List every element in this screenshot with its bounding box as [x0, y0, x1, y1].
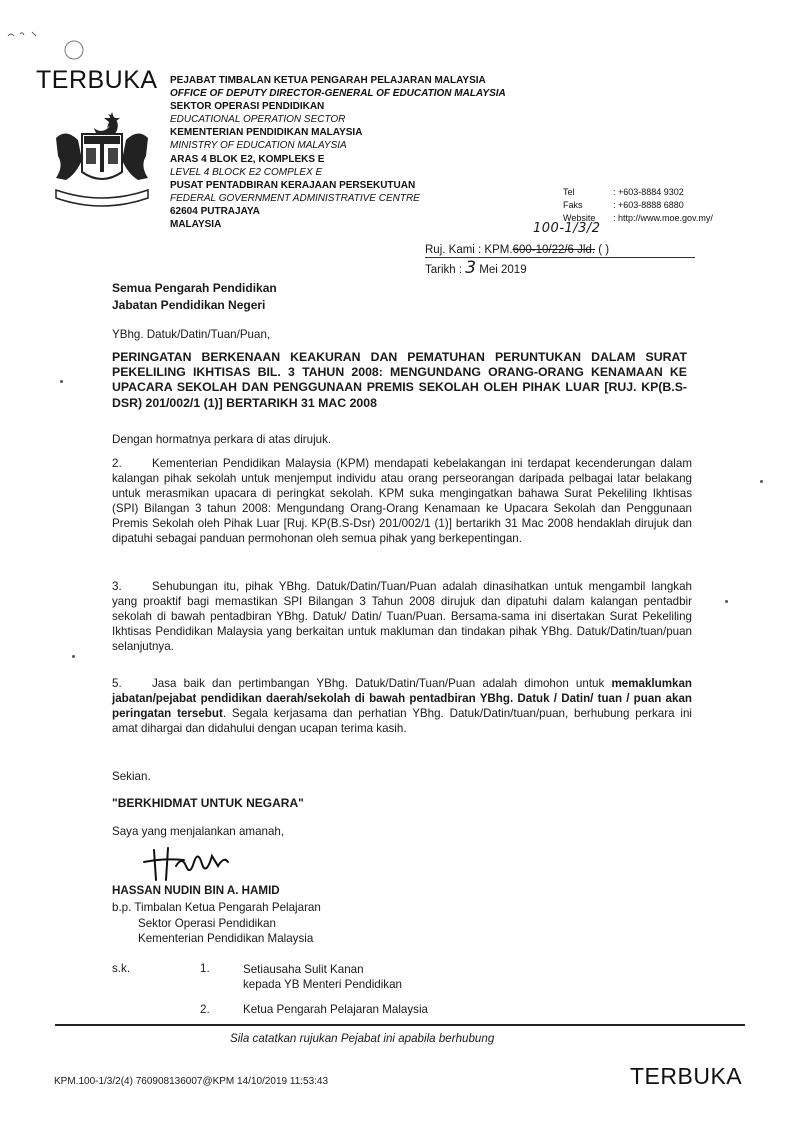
- tel-label: Tel: [563, 187, 575, 197]
- paragraph-5-number: 5.: [112, 677, 122, 690]
- closing-motto: "BERKHIDMAT UNTUK NEGARA": [112, 796, 304, 810]
- copy-2-number: 2.: [200, 1003, 210, 1016]
- classification-label-bottom: TERBUKA: [630, 1063, 743, 1089]
- letterhead-line: PEJABAT TIMBALAN KETUA PENGARAH PELAJARAN MALAYSIA: [170, 75, 486, 86]
- letterhead-line: OFFICE OF DEPUTY DIRECTOR-GENERAL OF EDUCATION MALAYSIA: [170, 88, 506, 100]
- ruj-prefix: Ruj. Kami : KPM.: [425, 244, 513, 256]
- recipient-line2: Jabatan Pendidikan Negeri: [112, 298, 266, 312]
- fax-value: : +603-8888 6880: [613, 200, 684, 210]
- document-id: KPM.100-1/3/2(4) 760908136007@KPM 14/10/2019 11:53:43: [54, 1076, 329, 1087]
- copy-1-number: 1.: [200, 962, 210, 975]
- copies-label: s.k.: [112, 962, 131, 975]
- salutation: YBhg. Datuk/Datin/Tuan/Puan,: [112, 328, 271, 341]
- copy-1-line1: Setiausaha Sulit Kanan: [243, 963, 364, 976]
- letterhead-line: SEKTOR OPERASI PENDIDIKAN: [170, 101, 325, 113]
- copy-1-text: [243, 962, 402, 992]
- classification-label-top: TERBUKA: [36, 66, 158, 94]
- website-label: Website: [563, 213, 596, 223]
- signatory-pos1: b.p. Timbalan Ketua Pengarah Pelajaran: [112, 901, 321, 914]
- paragraph-2-number: 2.: [112, 457, 122, 470]
- date-day-handwritten: 3: [465, 258, 477, 278]
- copy-2-text: Ketua Pengarah Pelajaran Malaysia: [243, 1003, 428, 1016]
- letterhead-line: FEDERAL GOVERNMENT ADMINISTRATIVE CENTRE: [170, 192, 420, 204]
- paragraph-3-text: Sehubungan itu, pihak YBhg. Datuk/Datin/Tuan/Puan adalah dinasihatkan untuk mengambil langkah yang proaktif bagi memastikan SPI Bilangan 3 Tahun 2008 dirujuk dan dipatuhi dalam kalangan pentadbir sekolah di bawah pentadbiran YBhg. Datuk/ Datin/ Tuan/Puan. Bersama-sama ini disertakan Surat Pekeliling Ikhtisas Pendidikan Malaysia yang berkaitan untuk makluman dan tindakan pihak YBhg. Datuk/Datin/tuan/puan selanjutnya.: [112, 580, 692, 653]
- letterhead-line: PUSAT PENTADBIRAN KERAJAAN PERSEKUTUAN: [170, 179, 416, 191]
- footer-note: Sila catatkan rujukan Pejabat ini apabila berhubung: [230, 1032, 495, 1045]
- ruj-suffix: ( ): [595, 244, 610, 256]
- scan-speck: [725, 600, 728, 603]
- tel-value: : +603-8884 9302: [613, 187, 684, 197]
- subject-title: PERINGATAN BERKENAAN KEAKURAN DAN PEMATUHAN PERUNTUKAN DALAM SURAT PEKELILING IKHTISAS BIL. 3 TAHUN 2008: MENGUNDANG ORANG-ORANG KENAMAAN KE UPACARA SEKOLAH DAN PENGGUNAAN PREMIS SEKOLAH OLEH PIHAK LUAR [RUJ. KP(B.S-DSR) 201/002/1 (1)] BERTARIKH 31 MAC 2008: [112, 350, 687, 410]
- letterhead-line: MALAYSIA: [170, 219, 222, 231]
- paragraph-5-text-post: . Segala kerjasama dan perhatian YBhg. Datuk/Datin/tuan/puan, berhubung perkara ini amat dihargai dan didahului dengan ucapan terima kasih.: [112, 707, 692, 735]
- closing-sekian: Sekian.: [112, 770, 151, 783]
- letterhead-line: ARAS 4 BLOK E2, KOMPLEKS E: [170, 153, 325, 165]
- opening-line: Dengan hormatnya perkara di atas dirujuk.: [112, 433, 332, 446]
- letterhead-line: KEMENTERIAN PENDIDIKAN MALAYSIA: [170, 127, 363, 139]
- signatory-name: HASSAN NUDIN BIN A. HAMID: [112, 884, 280, 897]
- paragraph-5-text-bold: memaklumkan jabatan/pejabat pendidikan daerah/sekolah di bawah pentadbiran YBhg. Datuk / Datin/ tuan / puan akan peringatan tersebut: [112, 677, 692, 720]
- signature-icon: [140, 840, 250, 885]
- scan-speck: [60, 380, 63, 383]
- website-value: : http://www.moe.gov.my/: [613, 213, 713, 223]
- signatory-position: [112, 900, 321, 947]
- ruj-struck: 600-10/22/6 Jld.: [512, 244, 596, 256]
- fax-label: Faks: [563, 200, 583, 210]
- paragraph-5-text-pre: Jasa baik dan pertimbangan YBhg. Datuk/Datin/Tuan/Puan adalah dimohon untuk: [152, 677, 612, 690]
- letterhead-line: 62604 PUTRAJAYA: [170, 205, 260, 217]
- letterhead-line: LEVEL 4 BLOCK E2 COMPLEX E: [170, 166, 323, 178]
- handwritten-reference: 100-1/3/2: [533, 221, 601, 236]
- coat-of-arms-icon: [42, 108, 162, 208]
- closing-amanah: Saya yang menjalankan amanah,: [112, 825, 285, 838]
- footer-divider: [55, 1024, 745, 1026]
- date-label: Tarikh :: [425, 264, 466, 276]
- letterhead-line: EDUCATIONAL OPERATION SECTOR: [170, 114, 346, 126]
- signatory-pos2: Sektor Operasi Pendidikan: [138, 916, 276, 930]
- date-rest: Mei 2019: [476, 264, 527, 276]
- letterhead-line: MINISTRY OF EDUCATION MALAYSIA: [170, 140, 347, 152]
- paragraph-3-number: 3.: [112, 580, 122, 593]
- paragraph-2: [112, 456, 692, 546]
- copy-1-line2: kepada YB Menteri Pendidikan: [243, 978, 402, 991]
- signatory-pos3: Kementerian Pendidikan Malaysia: [138, 932, 314, 945]
- scan-speck: [760, 480, 763, 483]
- paragraph-2-text: Kementerian Pendidikan Malaysia (KPM) mendapati kebelakangan ini terdapat kecenderungan dalam kalangan pihak sekolah untuk menjemput individu atau orang perseorangan daripada pelbagai latar belakang untuk merasmikan upacara di peringkat sekolah. KPM suka mengingatkan bahawa Surat Pekeliling Ikhtisas (SPI) Bilangan 3 tahun 2008: Mengundang Orang-Orang Kenamaan ke Upacara Sekolah dan Penggunaan Premis Sekolah oleh Pihak Luar [Ruj. KP(B.S-Dsr) 201/002/1 (1)] bertarikh 31 Mac 2008 hendaklah dirujuk dan dipatuhi sebagai panduan permohonan oleh semua pihak yang berkepentingan.: [112, 457, 692, 545]
- reference-line: [425, 242, 609, 258]
- contact-block: [563, 186, 713, 225]
- letterhead: [170, 74, 550, 231]
- date-line: [425, 258, 527, 278]
- scan-speck: [72, 655, 75, 658]
- recipient-line1: Semua Pengarah Pendidikan: [112, 281, 277, 295]
- paragraph-5: [112, 676, 692, 736]
- recipient-block: [112, 280, 277, 314]
- corner-scribble: [2, 22, 92, 62]
- paragraph-3: [112, 579, 692, 654]
